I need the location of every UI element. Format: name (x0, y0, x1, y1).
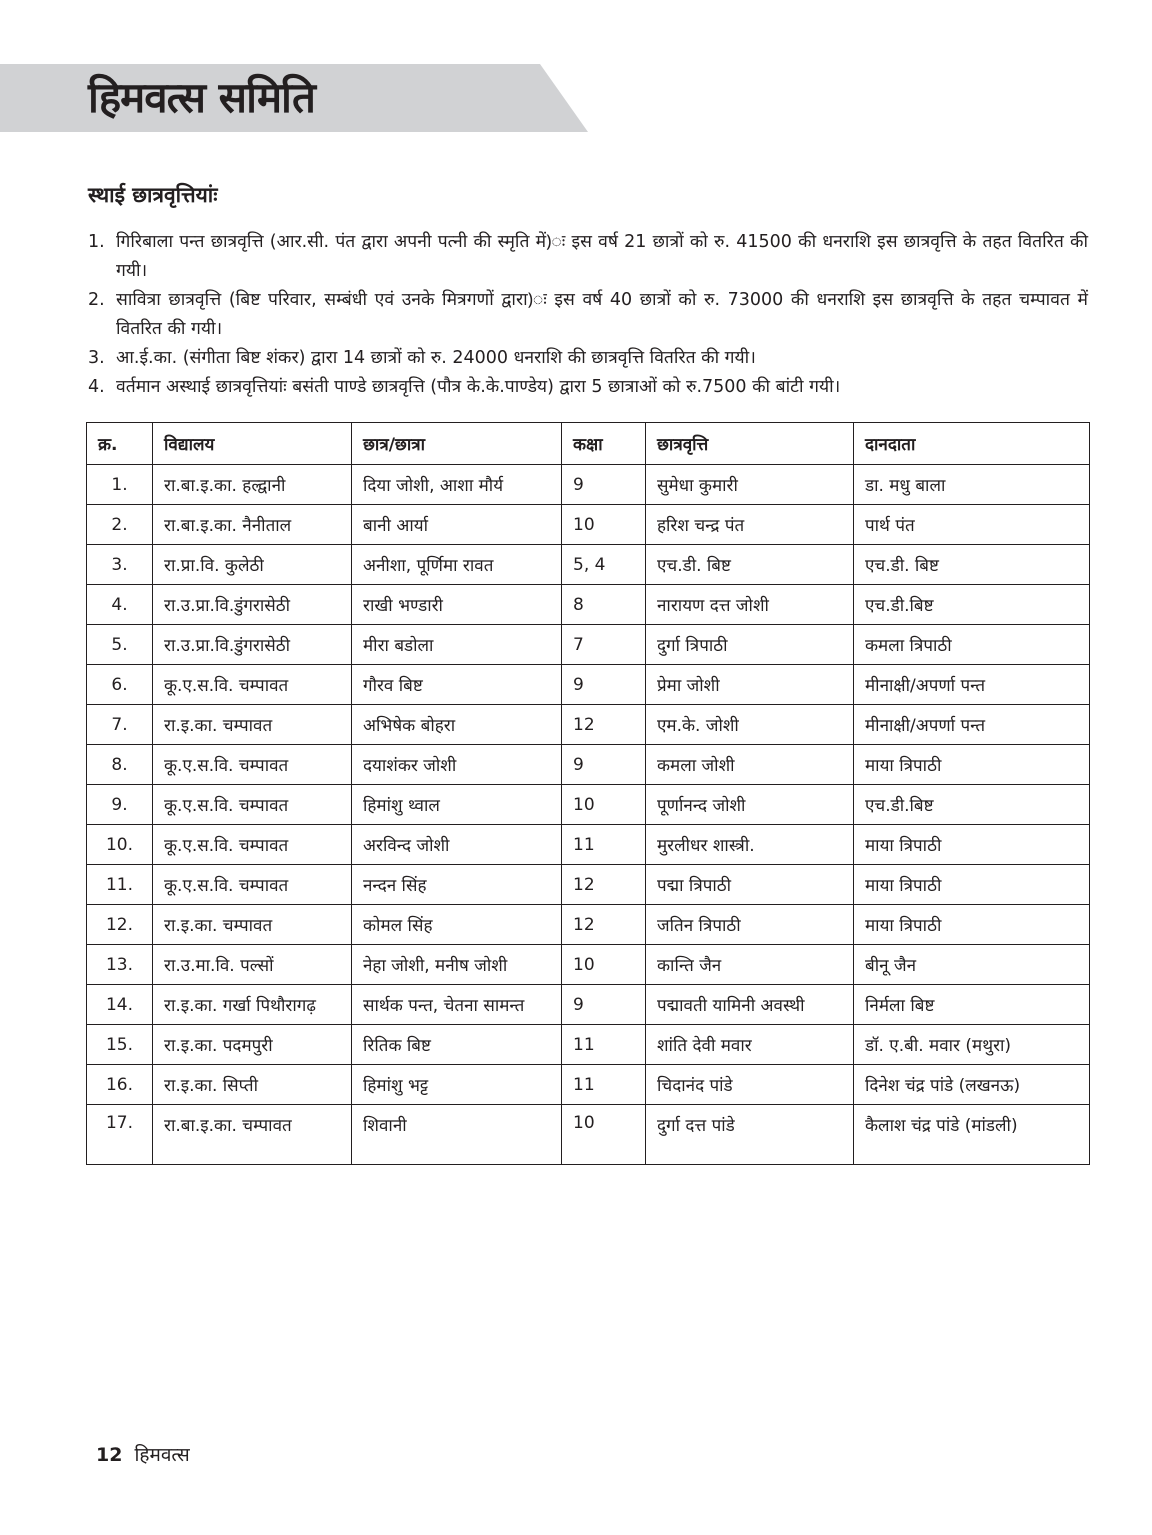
cell-class: 9 (562, 665, 646, 705)
cell-scholarship: सुमेधा कुमारी (646, 465, 854, 505)
cell-student: हिमांशु थ्वाल (352, 785, 562, 825)
table-row (87, 745, 1090, 785)
cell-donor: मीनाक्षी/अपर्णा पन्त (854, 665, 1090, 705)
cell-scholarship: जतिन त्रिपाठी (646, 905, 854, 945)
cell-class: 12 (562, 865, 646, 905)
cell-donor: एच.डी.बिष्ट (854, 585, 1090, 625)
table-row (87, 465, 1090, 505)
cell-school: कू.ए.स.वि. चम्पावत (153, 665, 352, 705)
cell-serial: 6. (87, 665, 153, 705)
cell-student: रितिक बिष्ट (352, 1025, 562, 1065)
table-row (87, 625, 1090, 665)
cell-school: रा.उ.मा.वि. पल्सों (153, 945, 352, 985)
cell-serial: 10. (87, 825, 153, 865)
cell-donor: एच.डी. बिष्ट (854, 545, 1090, 585)
table-row (87, 825, 1090, 865)
cell-student: मीरा बडोला (352, 625, 562, 665)
cell-serial: 15. (87, 1025, 153, 1065)
cell-school: कू.ए.स.वि. चम्पावत (153, 825, 352, 865)
cell-student: अभिषेक बोहरा (352, 705, 562, 745)
cell-donor: कमला त्रिपाठी (854, 625, 1090, 665)
list-item-text: आ.ई.का. (संगीता बिष्ट शंकर) द्वारा 14 छात्रों को रु. 24000 धनराशि की छात्रवृत्ति वितरित की गयी। (116, 348, 756, 368)
list-item-number: 3. (88, 348, 105, 368)
page-title: हिमवत्स समिति (88, 73, 315, 122)
cell-class: 10 (562, 1105, 646, 1165)
cell-school: कू.ए.स.वि. चम्पावत (153, 785, 352, 825)
cell-donor: कैलाश चंद्र पांडे (मांडली) (854, 1105, 1090, 1165)
table-row (87, 665, 1090, 705)
cell-scholarship: कमला जोशी (646, 745, 854, 785)
cell-scholarship: एम.के. जोशी (646, 705, 854, 745)
table-body (87, 465, 1090, 1165)
cell-scholarship: चिदानंद पांडे (646, 1065, 854, 1105)
cell-serial: 13. (87, 945, 153, 985)
cell-serial: 17. (87, 1105, 153, 1165)
cell-donor: निर्मला बिष्ट (854, 985, 1090, 1025)
cell-donor: एच.डी.बिष्ट (854, 785, 1090, 825)
table-row (87, 865, 1090, 905)
table-row (87, 1065, 1090, 1105)
table-row (87, 545, 1090, 585)
cell-scholarship: पद्मावती यामिनी अवस्थी (646, 985, 854, 1025)
cell-scholarship: पद्मा त्रिपाठी (646, 865, 854, 905)
cell-student: कोमल सिंह (352, 905, 562, 945)
cell-class: 9 (562, 745, 646, 785)
cell-class: 10 (562, 945, 646, 985)
cell-student: बानी आर्या (352, 505, 562, 545)
page-footer (96, 1440, 190, 1470)
cell-scholarship: शांति देवी मवार (646, 1025, 854, 1065)
cell-student: दिया जोशी, आशा मौर्य (352, 465, 562, 505)
scholarship-table (86, 422, 1090, 1165)
cell-serial: 8. (87, 745, 153, 785)
cell-class: 12 (562, 705, 646, 745)
cell-school: कू.ए.स.वि. चम्पावत (153, 745, 352, 785)
list-item-number: 1. (88, 232, 105, 252)
table-row (87, 945, 1090, 985)
cell-class: 9 (562, 985, 646, 1025)
cell-school: रा.इ.का. चम्पावत (153, 705, 352, 745)
cell-school: रा.बा.इ.का. चम्पावत (153, 1105, 352, 1165)
cell-class: 7 (562, 625, 646, 665)
page-number: 12 (96, 1444, 123, 1466)
scholarship-list (88, 228, 1088, 402)
cell-scholarship: हरिश चन्द्र पंत (646, 505, 854, 545)
list-item (88, 373, 1088, 402)
cell-class: 11 (562, 825, 646, 865)
cell-student: गौरव बिष्ट (352, 665, 562, 705)
column-header-serial: क्र. (87, 423, 153, 465)
cell-donor: दिनेश चंद्र पांडे (लखनऊ) (854, 1065, 1090, 1105)
list-item-text: गिरिबाला पन्त छात्रवृत्ति (आर.सी. पंत द्वारा अपनी पत्नी की स्मृति में)ः इस वर्ष 21 छात्रों को रु. 41500 की धनराशि इस छात्रवृत्ति के तहत वितरित की गयी। (116, 232, 1088, 281)
publication-name: हिमवत्स (134, 1444, 190, 1466)
cell-serial: 16. (87, 1065, 153, 1105)
list-item (88, 228, 1088, 286)
table-row (87, 985, 1090, 1025)
cell-serial: 4. (87, 585, 153, 625)
cell-scholarship: मुरलीधर शास्त्री. (646, 825, 854, 865)
section-heading: स्थाई छात्रवृत्तियांः (88, 183, 218, 207)
list-item (88, 286, 1088, 344)
list-item (88, 344, 1088, 373)
cell-scholarship: नारायण दत्त जोशी (646, 585, 854, 625)
cell-student: दयाशंकर जोशी (352, 745, 562, 785)
cell-serial: 3. (87, 545, 153, 585)
cell-class: 8 (562, 585, 646, 625)
cell-scholarship: एच.डी. बिष्ट (646, 545, 854, 585)
cell-student: शिवानी (352, 1105, 562, 1165)
list-item-number: 4. (88, 377, 105, 397)
cell-student: सार्थक पन्त, चेतना सामन्त (352, 985, 562, 1025)
list-item-text: वर्तमान अस्थाई छात्रवृत्तियांः बसंती पाण्डे छात्रवृत्ति (पौत्र के.के.पाण्डेय) द्वारा 5 छात्राओं को रु.7500 की बांटी गयी। (116, 377, 841, 397)
cell-donor: बीनू जैन (854, 945, 1090, 985)
column-header-student: छात्र/छात्रा (352, 423, 562, 465)
cell-serial: 11. (87, 865, 153, 905)
cell-donor: माया त्रिपाठी (854, 865, 1090, 905)
cell-scholarship: दुर्गा त्रिपाठी (646, 625, 854, 665)
cell-scholarship: प्रेमा जोशी (646, 665, 854, 705)
cell-serial: 2. (87, 505, 153, 545)
cell-school: रा.इ.का. सिप्ती (153, 1065, 352, 1105)
cell-school: रा.इ.का. चम्पावत (153, 905, 352, 945)
cell-serial: 1. (87, 465, 153, 505)
column-header-scholarship: छात्रवृत्ति (646, 423, 854, 465)
list-item-text: सावित्रा छात्रवृत्ति (बिष्ट परिवार, सम्बंधी एवं उनके मित्रगणों द्वारा)ः इस वर्ष 40 छात्रों को रु. 73000 की धनराशि इस छात्रवृत्ति के तहत चम्पावत में वितरित की गयी। (116, 290, 1088, 339)
cell-donor: माया त्रिपाठी (854, 905, 1090, 945)
cell-student: राखी भण्डारी (352, 585, 562, 625)
cell-school: रा.उ.प्रा.वि.डुंगरासेठी (153, 585, 352, 625)
column-header-class: कक्षा (562, 423, 646, 465)
cell-donor: डा. मधु बाला (854, 465, 1090, 505)
cell-student: अनीशा, पूर्णिमा रावत (352, 545, 562, 585)
cell-student: हिमांशु भट्ट (352, 1065, 562, 1105)
cell-school: रा.इ.का. पदमपुरी (153, 1025, 352, 1065)
cell-serial: 7. (87, 705, 153, 745)
cell-donor: पार्थ पंत (854, 505, 1090, 545)
cell-class: 11 (562, 1025, 646, 1065)
cell-serial: 9. (87, 785, 153, 825)
cell-school: रा.उ.प्रा.वि.डुंगरासेठी (153, 625, 352, 665)
cell-scholarship: पूर्णानन्द जोशी (646, 785, 854, 825)
table-row (87, 905, 1090, 945)
cell-scholarship: कान्ति जैन (646, 945, 854, 985)
cell-class: 12 (562, 905, 646, 945)
cell-school: रा.प्रा.वि. कुलेठी (153, 545, 352, 585)
cell-donor: माया त्रिपाठी (854, 825, 1090, 865)
cell-class: 10 (562, 785, 646, 825)
cell-class: 5, 4 (562, 545, 646, 585)
cell-school: रा.बा.इ.का. हल्द्वानी (153, 465, 352, 505)
table-row (87, 585, 1090, 625)
table-header-row (87, 423, 1090, 465)
cell-student: नेहा जोशी, मनीष जोशी (352, 945, 562, 985)
cell-class: 9 (562, 465, 646, 505)
cell-school: कू.ए.स.वि. चम्पावत (153, 865, 352, 905)
cell-student: अरविन्द जोशी (352, 825, 562, 865)
cell-serial: 12. (87, 905, 153, 945)
column-header-school: विद्यालय (153, 423, 352, 465)
table-row (87, 505, 1090, 545)
cell-donor: डॉ. ए.बी. मवार (मथुरा) (854, 1025, 1090, 1065)
table-row (87, 705, 1090, 745)
cell-donor: मीनाक्षी/अपर्णा पन्त (854, 705, 1090, 745)
cell-scholarship: दुर्गा दत्त पांडे (646, 1105, 854, 1165)
list-item-number: 2. (88, 290, 105, 310)
table-row (87, 1025, 1090, 1065)
table-row (87, 1105, 1090, 1165)
cell-school: रा.इ.का. गर्खा पिथौरागढ़ (153, 985, 352, 1025)
cell-serial: 14. (87, 985, 153, 1025)
table-row (87, 785, 1090, 825)
cell-class: 10 (562, 505, 646, 545)
cell-donor: माया त्रिपाठी (854, 745, 1090, 785)
cell-class: 11 (562, 1065, 646, 1105)
cell-school: रा.बा.इ.का. नैनीताल (153, 505, 352, 545)
cell-student: नन्दन सिंह (352, 865, 562, 905)
column-header-donor: दानदाता (854, 423, 1090, 465)
cell-serial: 5. (87, 625, 153, 665)
